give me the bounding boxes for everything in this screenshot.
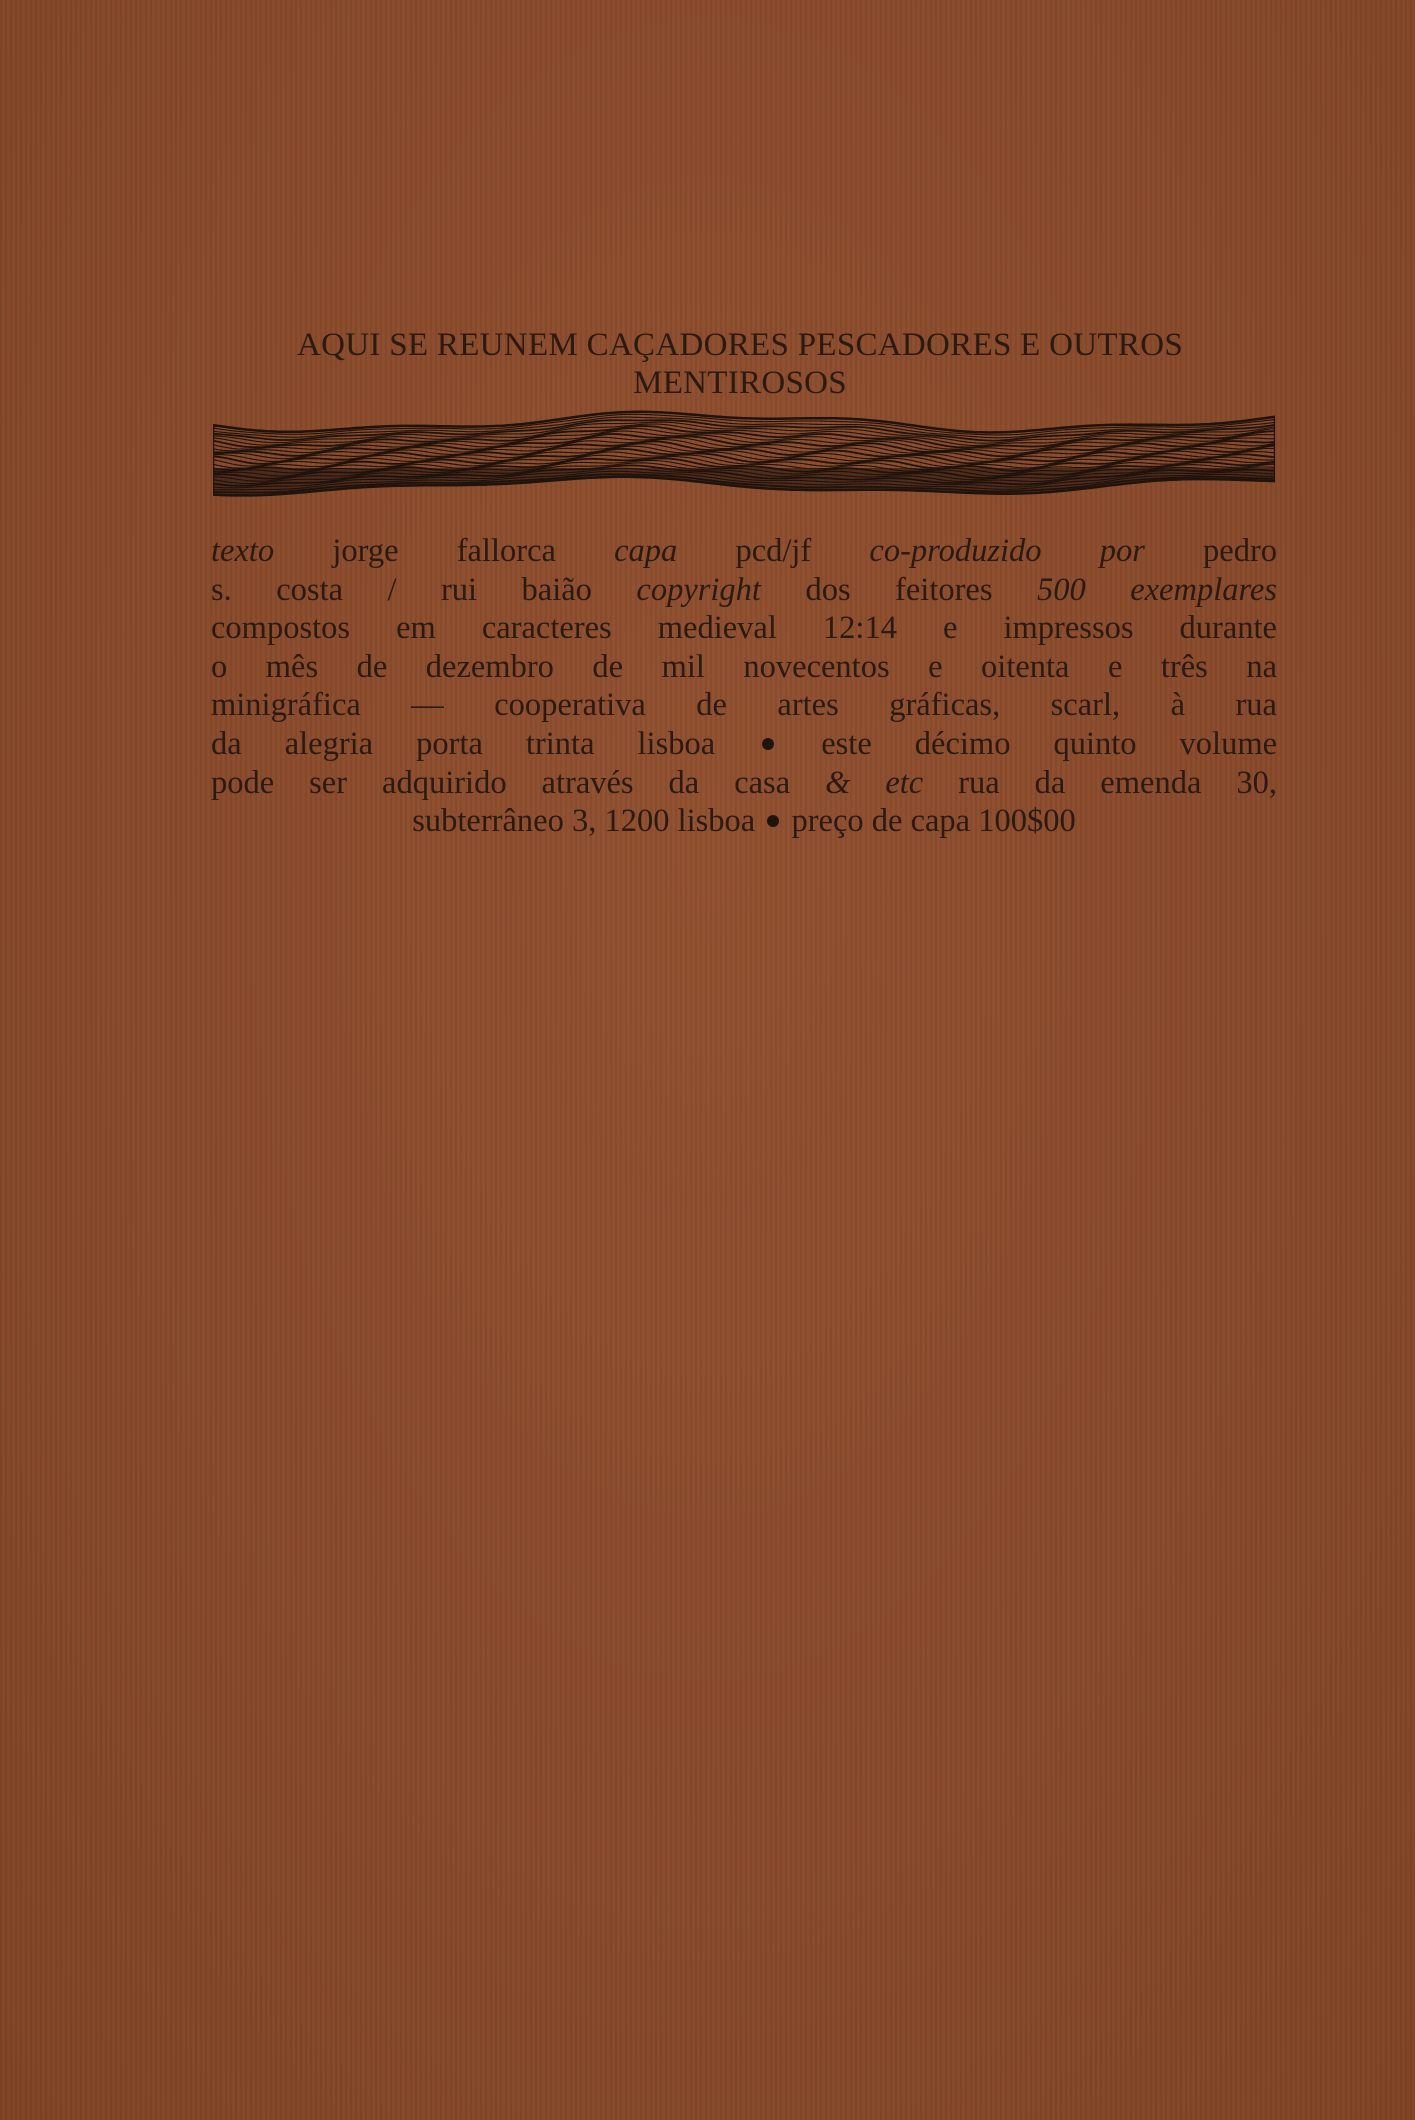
title-line-1: AQUI SE REUNEM CAÇADORES PESCADORES E OUTROS bbox=[297, 327, 1183, 363]
title-line-2: MENTIROSOS bbox=[633, 365, 847, 401]
colophon-line-7 bbox=[211, 764, 1277, 803]
colophon-line-5: minigráfica — cooperativa de artes gráficas, scarl, à rua bbox=[211, 687, 1277, 724]
colophon-line-8 bbox=[211, 802, 1277, 841]
coproducer-name-start: pedro bbox=[1144, 533, 1278, 569]
colophon-text bbox=[211, 532, 1277, 841]
colophon-line-2 bbox=[211, 571, 1277, 610]
author-name: jorge fallorca bbox=[274, 533, 615, 569]
bullet-icon bbox=[767, 815, 779, 827]
volume-note: este décimo quinto volume bbox=[821, 725, 1278, 762]
cover-price: preço de capa 100$00 bbox=[791, 803, 1076, 840]
label-capa: capa bbox=[614, 533, 678, 569]
colophon-line-6 bbox=[211, 725, 1277, 764]
printer-address: da alegria porta trinta lisboa bbox=[211, 725, 716, 762]
publisher-address-cont: subterrâneo 3, 1200 lisboa bbox=[412, 803, 756, 840]
label-coproduzido: co-produzido por bbox=[869, 533, 1145, 569]
coproducer-names: s. costa / rui baião bbox=[211, 571, 637, 608]
print-run: 500 exemplares bbox=[1036, 571, 1277, 608]
label-copyright: copyright bbox=[636, 571, 761, 608]
colophon-line-4: o mês de dezembro de mil novecentos e oitenta e três na bbox=[211, 648, 1277, 685]
cover-credit: pcd/jf bbox=[677, 533, 870, 569]
publisher-name: & etc bbox=[825, 764, 924, 801]
purchase-note: pode ser adquirido através da casa bbox=[211, 764, 826, 801]
page-title bbox=[200, 326, 1280, 402]
bullet-icon bbox=[762, 738, 774, 750]
wavy-lines-ornament-icon bbox=[213, 408, 1275, 500]
colophon-line-3: compostos em caracteres medieval 12:14 e impressos durante bbox=[211, 610, 1277, 647]
colophon-line-1 bbox=[211, 532, 1277, 571]
publisher-address: rua da emenda 30, bbox=[923, 764, 1277, 801]
label-texto: texto bbox=[211, 533, 275, 569]
copyright-holder: dos feitores bbox=[760, 571, 1037, 608]
